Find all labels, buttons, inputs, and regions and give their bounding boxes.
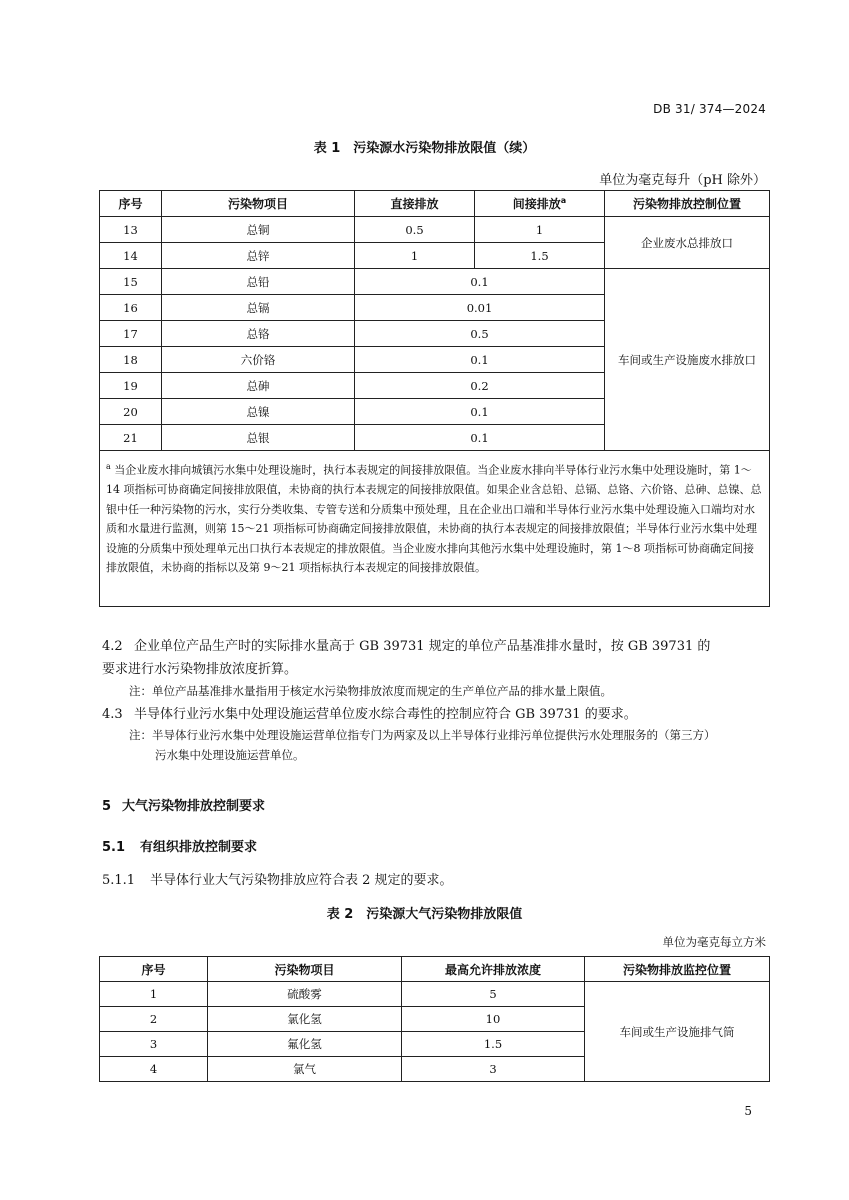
clause-text: 半导体行业污水集中处理设施运营单位废水综合毒性的控制应符合 GB 39731 的要求。 <box>134 707 637 722</box>
page-number: 5 <box>744 1104 752 1118</box>
section-number: 5.1 <box>102 840 126 855</box>
table1-footnote-row <box>100 451 770 607</box>
table1-header-no: 序号 <box>100 191 162 217</box>
clause-5-1-1 <box>102 869 453 888</box>
row-no: 17 <box>100 321 162 347</box>
row-item: 六价铬 <box>162 347 355 373</box>
row-value: 0.1 <box>355 399 605 425</box>
table1-header-location: 污染物排放控制位置 <box>605 191 770 217</box>
clause-4-3 <box>102 703 637 722</box>
row-value: 0.1 <box>355 269 605 295</box>
row-no: 4 <box>100 1057 208 1082</box>
row-item: 总镍 <box>162 399 355 425</box>
clause-4-2-line2: 要求进行水污染物排放浓度折算。 <box>102 662 298 677</box>
row-no: 1 <box>100 982 208 1007</box>
row-location: 车间或生产设施排气筒 <box>585 982 770 1082</box>
row-no: 3 <box>100 1032 208 1057</box>
row-location: 车间或生产设施废水排放口 <box>605 269 770 451</box>
clause-number: 4.2 <box>102 639 123 654</box>
table2-header-item: 污染物项目 <box>208 957 402 982</box>
row-limit: 3 <box>402 1057 585 1082</box>
row-location: 企业废水总排放口 <box>605 217 770 269</box>
row-no: 16 <box>100 295 162 321</box>
row-value: 0.01 <box>355 295 605 321</box>
footnote-mark: a <box>106 462 111 471</box>
table1-unit: 单位为毫克每升（pH 除外） <box>599 173 766 188</box>
row-item: 总银 <box>162 425 355 451</box>
table-row <box>100 269 770 295</box>
row-no: 18 <box>100 347 162 373</box>
document-id: DB 31/ 374—2024 <box>653 102 766 116</box>
table-row <box>100 217 770 243</box>
table1-header-indirect <box>475 191 605 217</box>
row-indirect: 1 <box>475 217 605 243</box>
row-direct: 0.5 <box>355 217 475 243</box>
table2-unit: 单位为毫克每立方米 <box>662 935 766 949</box>
clause-number: 4.3 <box>102 707 123 722</box>
row-item: 总铅 <box>162 269 355 295</box>
row-limit: 1.5 <box>402 1032 585 1057</box>
table1 <box>99 190 770 607</box>
row-value: 0.5 <box>355 321 605 347</box>
row-value: 0.1 <box>355 347 605 373</box>
section-5-heading <box>102 795 265 814</box>
row-item: 总锌 <box>162 243 355 269</box>
clause-4-3-note-line2: 污水集中处理设施运营单位。 <box>155 748 305 762</box>
footnote-text: 当企业废水排向城镇污水集中处理设施时，执行本表规定的间接排放限值。当企业废水排向半导体行业污水集中处理设施时，第 1～14 项指标可协商确定间接排放限值，未协商的执行本表规定的间接排放限值。如果企业含总铅、总镉、总铬、六价铬、总砷、总镍、总银中任一种污染物的污水，实行分类收集、专管专送和分质集中预处理，且在企业出口端和半导体行业污水集中处理设施入口端均对水质和水量进行监测，则第 15～21 项指标可协商确定间接排放限值，未协商的执行本表规定的间接排放限值；半导体行业污水集中处理设施的分质集中预处理单元出口执行本表规定的排放限值。当企业废水排向其他污水集中处理设施时，第 1～8 项指标可协商确定间接排放限值，未协商的指标以及第 9～21 项指标执行本表规定的间接排放限值。 <box>106 463 762 575</box>
table1-header-direct: 直接排放 <box>355 191 475 217</box>
row-no: 21 <box>100 425 162 451</box>
table1-header-item: 污染物项目 <box>162 191 355 217</box>
clause-text: 企业单位产品生产时的实际排水量高于 GB 39731 规定的单位产品基准排水量时，按 GB 39731 的 <box>134 639 711 654</box>
clause-4-3-note-line1: 注：半导体行业污水集中处理设施运营单位指专门为两家及以上半导体行业排污单位提供污水处理服务的（第三方） <box>129 728 716 742</box>
row-limit: 5 <box>402 982 585 1007</box>
row-no: 19 <box>100 373 162 399</box>
table-row <box>100 982 770 1007</box>
row-item: 总镉 <box>162 295 355 321</box>
table2-caption: 表 2 污染源大气污染物排放限值 <box>326 907 523 922</box>
table1-header-indirect-label: 间接排放 <box>512 197 561 211</box>
table1-caption: 表 1 污染源水污染物排放限值（续） <box>313 141 536 156</box>
row-item: 总铬 <box>162 321 355 347</box>
row-item: 总砷 <box>162 373 355 399</box>
footnote-superscript: a <box>560 196 567 205</box>
table2-header-no: 序号 <box>100 957 208 982</box>
row-indirect: 1.5 <box>475 243 605 269</box>
row-limit: 10 <box>402 1007 585 1032</box>
clause-4-2-note: 注：单位产品基准排水量指用于核定水污染物排放浓度而规定的生产单位产品的排水量上限值。 <box>129 684 612 698</box>
row-item: 总铜 <box>162 217 355 243</box>
section-5-1-heading <box>102 836 257 855</box>
row-no: 14 <box>100 243 162 269</box>
row-no: 2 <box>100 1007 208 1032</box>
row-item: 氟化氢 <box>208 1032 402 1057</box>
clause-number: 5.1.1 <box>102 873 136 888</box>
clause-text: 半导体行业大气污染物排放应符合表 2 规定的要求。 <box>150 873 453 888</box>
row-item: 硫酸雾 <box>208 982 402 1007</box>
table2-header-location: 污染物排放监控位置 <box>585 957 770 982</box>
row-value: 0.1 <box>355 425 605 451</box>
table1-header-row <box>100 191 770 217</box>
row-no: 13 <box>100 217 162 243</box>
row-value: 0.2 <box>355 373 605 399</box>
table1-footnote <box>100 451 770 607</box>
row-item: 氯化氢 <box>208 1007 402 1032</box>
section-title: 大气污染物排放控制要求 <box>122 799 266 814</box>
table2-header-row <box>100 957 770 982</box>
table2-header-limit: 最高允许排放浓度 <box>402 957 585 982</box>
clause-4-2-line1 <box>102 635 710 654</box>
row-item: 氯气 <box>208 1057 402 1082</box>
row-no: 20 <box>100 399 162 425</box>
section-title: 有组织排放控制要求 <box>140 840 258 855</box>
row-direct: 1 <box>355 243 475 269</box>
table2 <box>99 956 770 1082</box>
row-no: 15 <box>100 269 162 295</box>
section-number: 5 <box>102 799 112 814</box>
